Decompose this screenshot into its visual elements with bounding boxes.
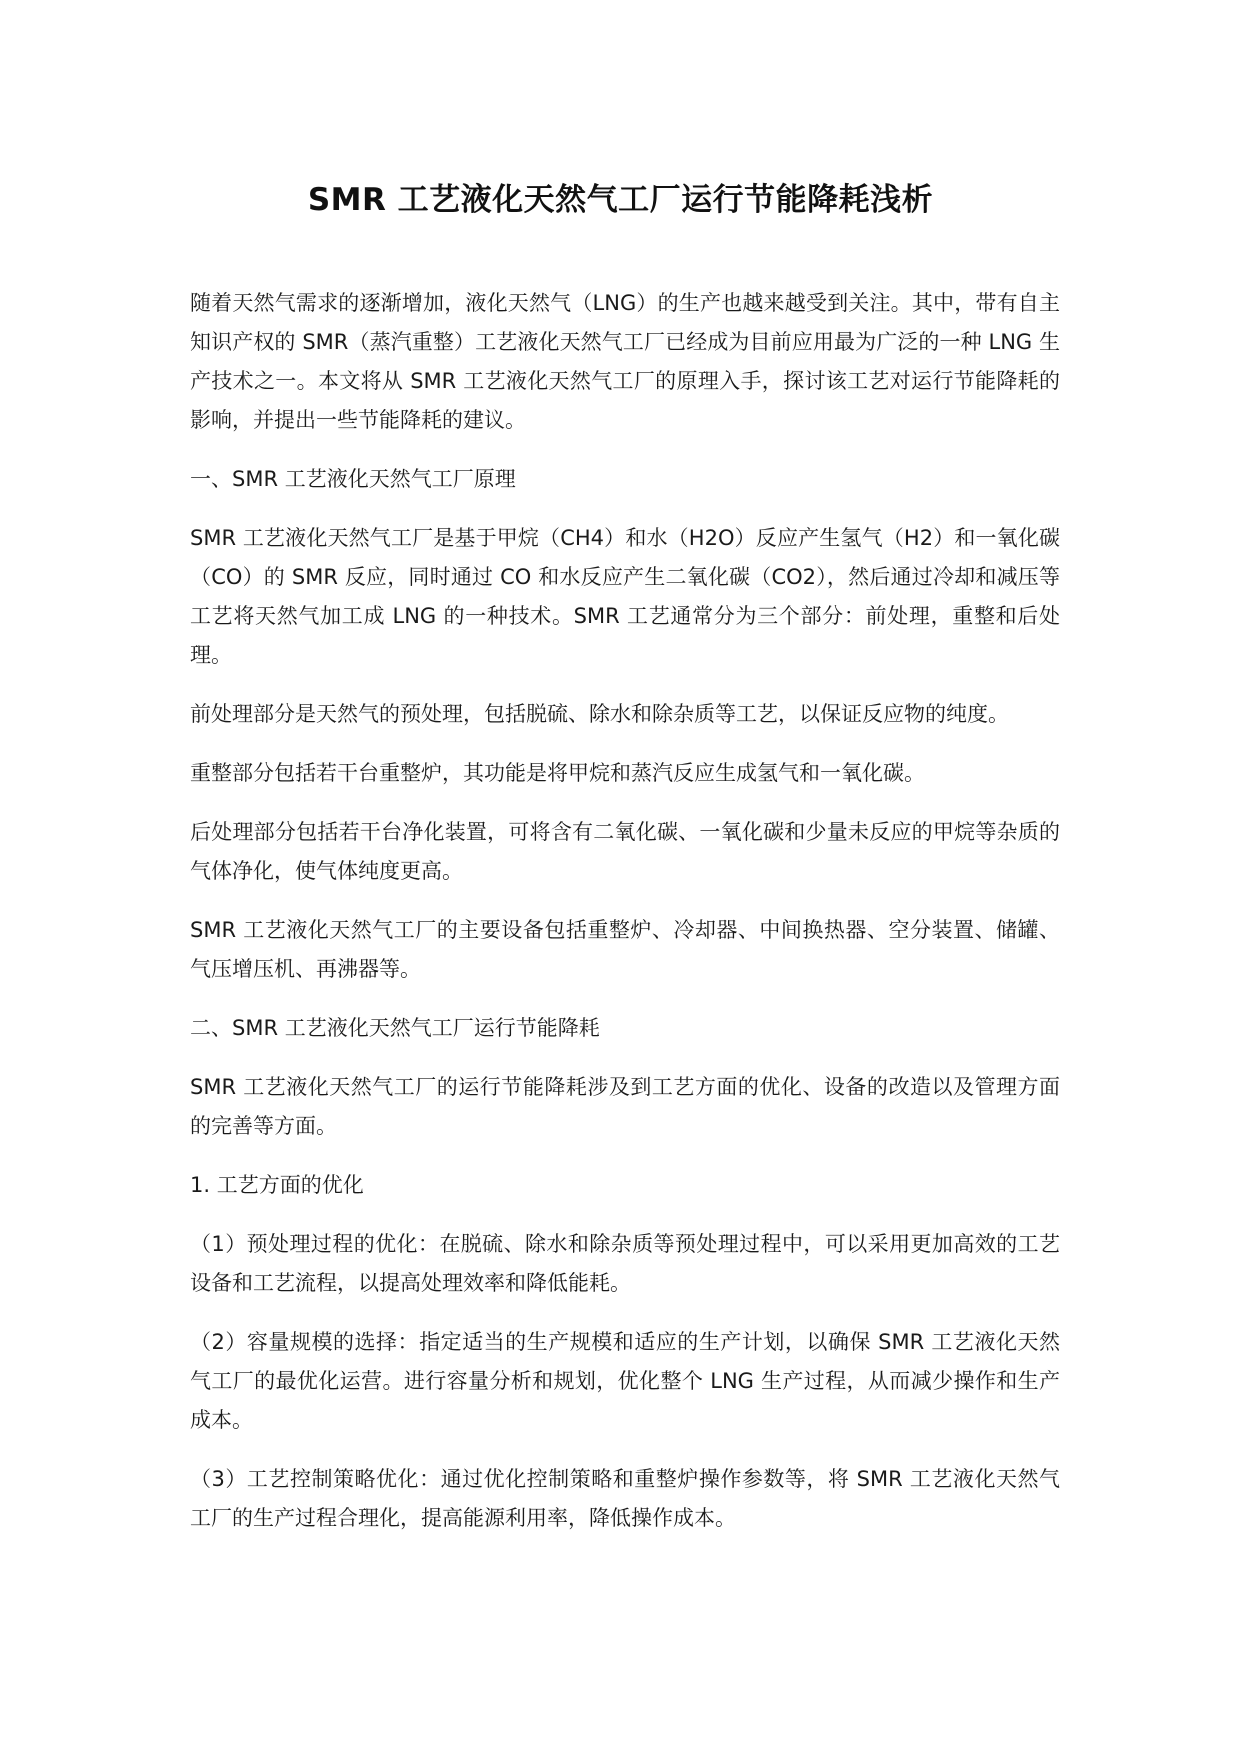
reforming-paragraph: 重整部分包括若干台重整炉，其功能是将甲烷和蒸汽反应生成氢气和一氧化碳。	[190, 761, 925, 785]
document-body	[190, 284, 1060, 1558]
principle-paragraph: SMR 工艺液化天然气工厂是基于甲烷（CH4）和水（H2O）反应产生氢气（H2）和一氧化碳（CO）的 SMR 反应，同时通过 CO 和水反应产生二氧化碳（CO2），然后通过冷却和减压等工艺将天然气加工成 LNG 的一种技术。SMR 工艺通常分为三个部分：前处理，重整和后处理。	[190, 526, 1060, 667]
list-item-capacity-scale: （2）容量规模的选择：指定适当的生产规模和适应的生产计划，以确保 SMR 工艺液化天然气工厂的最优化运营。进行容量分析和规划，优化整个 LNG 生产过程，从而减少操作和生产成本。	[190, 1330, 1060, 1432]
equipment-paragraph: SMR 工艺液化天然气工厂的主要设备包括重整炉、冷却器、中间换热器、空分装置、储罐、气压增压机、再沸器等。	[190, 918, 1060, 981]
energy-saving-paragraph: SMR 工艺液化天然气工厂的运行节能降耗涉及到工艺方面的优化、设备的改造以及管理方面的完善等方面。	[190, 1075, 1060, 1138]
pretreatment-paragraph: 前处理部分是天然气的预处理，包括脱硫、除水和除杂质等工艺，以保证反应物的纯度。	[190, 702, 1009, 726]
section-heading-principle: 一、SMR 工艺液化天然气工厂原理	[190, 467, 516, 491]
section-heading-energy-saving: 二、SMR 工艺液化天然气工厂运行节能降耗	[190, 1016, 600, 1040]
document-title: SMR 工艺液化天然气工厂运行节能降耗浅析	[307, 182, 934, 218]
posttreatment-paragraph: 后处理部分包括若干台净化装置，可将含有二氧化碳、一氧化碳和少量未反应的甲烷等杂质的气体净化，使气体纯度更高。	[190, 820, 1060, 883]
subheading-process-optimization: 1. 工艺方面的优化	[190, 1173, 364, 1197]
intro-paragraph: 随着天然气需求的逐渐增加，液化天然气（LNG）的生产也越来越受到关注。其中，带有自主知识产权的 SMR（蒸汽重整）工艺液化天然气工厂已经成为目前应用最为广泛的一种 LNG 生产技术之一。本文将从 SMR 工艺液化天然气工厂的原理入手，探讨该工艺对运行节能降耗的影响，并提出一些节能降耗的建议。	[190, 291, 1060, 432]
list-item-control-strategy: （3）工艺控制策略优化：通过优化控制策略和重整炉操作参数等，将 SMR 工艺液化天然气工厂的生产过程合理化，提高能源利用率，降低操作成本。	[190, 1467, 1060, 1530]
list-item-pretreatment-optimization: （1）预处理过程的优化：在脱硫、除水和除杂质等预处理过程中，可以采用更加高效的工艺设备和工艺流程，以提高处理效率和降低能耗。	[190, 1232, 1060, 1295]
